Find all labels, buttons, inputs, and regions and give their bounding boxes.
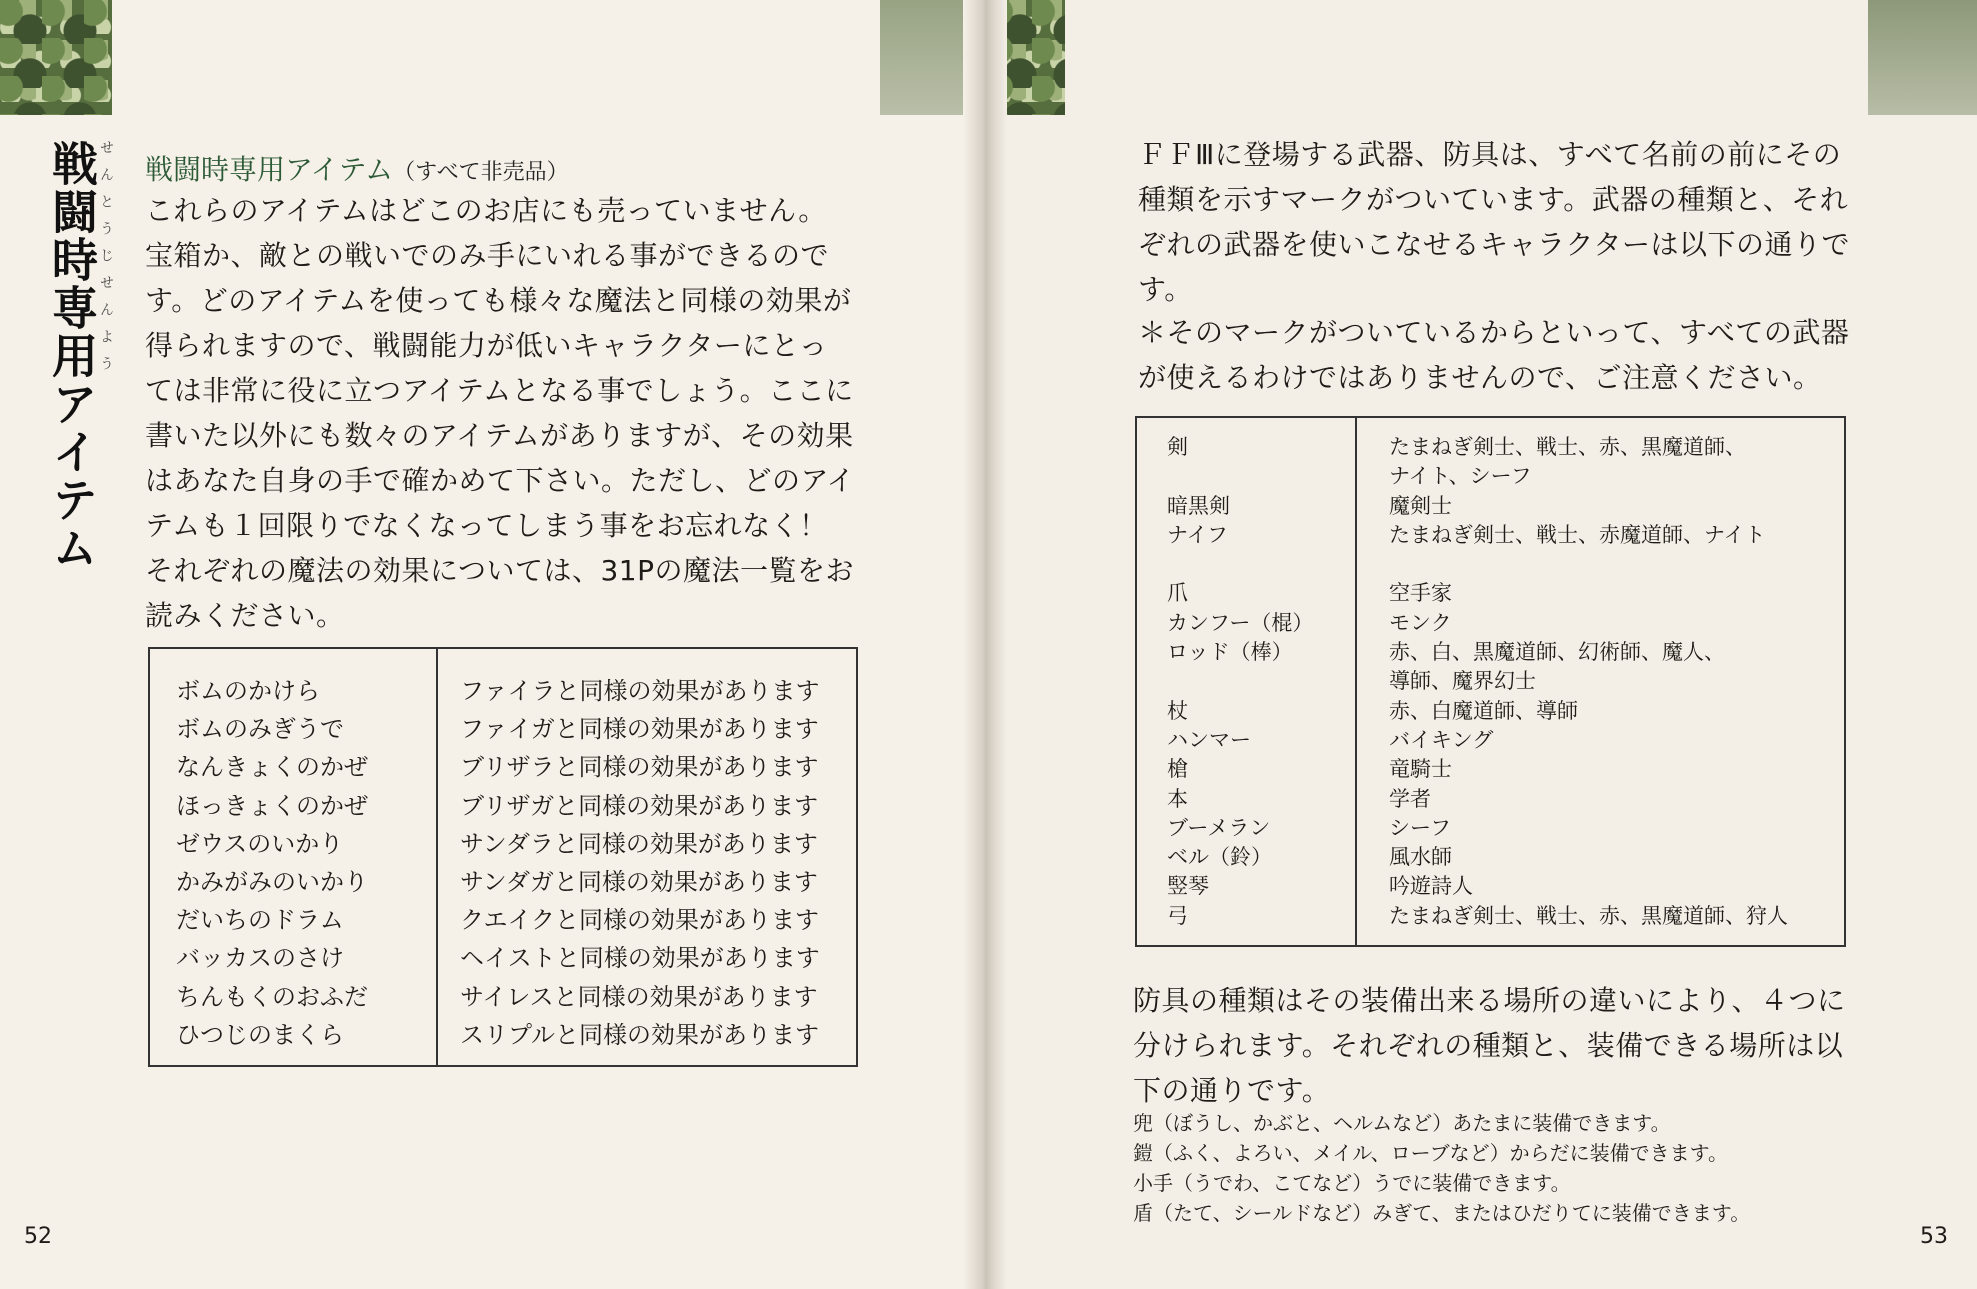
armor-type-body: 鎧（ふく、よろい、メイル、ローブなど）からだに装備できます。 xyxy=(1133,1141,1728,1165)
item-effect: ヘイストと同様の効果があります xyxy=(460,944,820,973)
page-edge-tab xyxy=(880,0,965,115)
item-effect: スリプルと同様の効果があります xyxy=(460,1020,820,1049)
item-description-paragraph: これらのアイテムはどこのお店にも売っていません。宝箱か、敵との戦いでのみ手にいれる事ができるのです。どのアイテムを使っても様々な魔法と同様の効果が得られますので、戦闘能力が低いキャラクターにとっては非常に役に立つアイテムとなる事でしょう。ここに書いた以外にも数々のアイテムがありますが、その効果はあなた自身の手で確かめて下さい。ただし、どのアイテムも１回限りでなくなってしまう事をお忘れなく！それぞれの魔法の効果については、31Pの魔法一覧をお読みください。 xyxy=(145,194,855,632)
section-heading-text: 戦闘時専用アイテム xyxy=(145,153,394,186)
item-effect: サンダラと同様の効果があります xyxy=(460,829,818,858)
item-name: ひつじのまくら xyxy=(176,1020,344,1049)
weapon-type: 竪琴 xyxy=(1167,874,1209,899)
weapon-users: 赤、白、黒魔道師、幻術師、魔人、 xyxy=(1389,640,1725,665)
weapon-users: ナイト、シーフ xyxy=(1389,464,1532,489)
item-effect: ブリザラと同様の効果があります xyxy=(460,753,819,782)
weapon-users: たまねぎ剣士、戦士、赤、黒魔道師、狩人 xyxy=(1389,903,1788,928)
page-number-left: 52 xyxy=(24,1224,52,1249)
weapon-users: 空手家 xyxy=(1389,581,1452,606)
item-name: なんきょくのかぜ xyxy=(176,753,368,782)
item-name: ボムのかけら xyxy=(176,677,320,705)
armor-type-gauntlet: 小手（うでわ、こてなど）うでに装備できます。 xyxy=(1133,1171,1571,1195)
armor-intro-paragraph: 防具の種類はその装備出来る場所の違いにより、４つに分けられます。それぞれの種類と、装備できる場所は以下の通りです。 xyxy=(1133,984,1846,1107)
book-gutter xyxy=(963,0,1007,1289)
left-page xyxy=(0,0,985,1289)
weapon-users: 吟遊詩人 xyxy=(1389,874,1473,899)
weapon-type: 爪 xyxy=(1167,581,1188,606)
camouflage-corner-decoration xyxy=(0,0,112,115)
weapon-users: たまねぎ剣士、戦士、赤、黒魔道師、 xyxy=(1389,435,1746,459)
vertical-page-title: 戦闘時専用アイテム xyxy=(45,140,99,572)
item-name: ゼウスのいかり xyxy=(176,829,344,858)
weapon-users: 風水師 xyxy=(1389,845,1452,870)
weapon-users: 学者 xyxy=(1389,786,1431,811)
item-name: ちんもくのおふだ xyxy=(176,982,368,1011)
item-effect: ファイガと同様の効果があります xyxy=(460,715,819,744)
weapon-intro-paragraph: ＦＦⅢに登場する武器、防具は、すべて名前の前にその種類を示すマークがついています。武器の種類と、それぞれの武器を使いこなせるキャラクターは以下の通りです。 xyxy=(1138,138,1850,306)
item-name: だいちのドラム xyxy=(176,906,344,935)
item-effect: サイレスと同様の効果があります xyxy=(460,982,818,1011)
weapon-users: 導師、魔界幻士 xyxy=(1389,669,1536,694)
item-name: ボムのみぎうで xyxy=(176,715,344,744)
weapon-type: ブーメラン xyxy=(1167,815,1271,840)
weapon-type: 弓 xyxy=(1167,903,1188,928)
item-effect: サンダガと同様の効果があります xyxy=(460,868,818,897)
weapon-type: ナイフ xyxy=(1167,522,1228,547)
weapon-type: 杖 xyxy=(1167,698,1188,723)
item-effect: ブリザガと同様の効果があります xyxy=(460,791,819,820)
item-effect-column xyxy=(437,648,857,1066)
item-name-column xyxy=(149,648,437,1066)
weapon-users: バイキング xyxy=(1389,727,1494,752)
weapon-type: 剣 xyxy=(1167,435,1188,459)
weapon-type-table xyxy=(1135,416,1846,947)
weapon-type: ベル（鈴） xyxy=(1167,845,1272,870)
item-effect: ファイラと同様の効果があります xyxy=(460,677,820,705)
weapon-type: 暗黒剣 xyxy=(1167,493,1230,518)
weapon-type: カンフー（棍） xyxy=(1167,610,1314,635)
armor-type-helmet: 兜（ぼうし、かぶと、ヘルムなど）あたまに装備できます。 xyxy=(1133,1111,1671,1135)
page-number-right: 53 xyxy=(1920,1224,1948,1249)
weapon-type: 本 xyxy=(1167,786,1188,811)
weapon-type: 槍 xyxy=(1167,757,1188,782)
item-effect: クエイクと同様の効果があります xyxy=(460,906,820,935)
weapon-users: 赤、白魔道師、導師 xyxy=(1389,698,1578,723)
item-name: かみがみのいかり xyxy=(176,868,368,897)
weapon-users: 竜騎士 xyxy=(1389,757,1452,782)
item-name: バッカスのさけ xyxy=(176,944,344,973)
weapon-type-column xyxy=(1136,417,1356,946)
armor-type-shield: 盾（たて、シールドなど）みぎて、またはひだりてに装備できます。 xyxy=(1133,1201,1751,1225)
weapon-type: ロッド（棒） xyxy=(1167,640,1293,665)
weapon-users: 魔剣士 xyxy=(1389,493,1452,518)
weapon-users: シーフ xyxy=(1389,815,1451,840)
section-heading xyxy=(145,148,569,188)
weapon-note-paragraph: ＊そのマークがついているからといって、すべての武器が使えるわけではありませんので、ご注意ください。 xyxy=(1138,316,1850,394)
weapon-user-column xyxy=(1356,417,1845,946)
item-name: ほっきょくのかぜ xyxy=(176,791,368,820)
page-edge-tab xyxy=(1868,0,1977,115)
section-heading-note: （すべて非売品） xyxy=(393,160,569,185)
armor-type-list xyxy=(1133,1108,1750,1228)
weapon-users: モンク xyxy=(1389,610,1452,635)
battle-item-table xyxy=(148,647,858,1067)
weapon-users: たまねぎ剣士、戦士、赤魔道師、ナイト xyxy=(1389,522,1766,547)
weapon-type: ハンマー xyxy=(1167,727,1251,752)
vertical-title-ruby: せんとうじせんよう xyxy=(98,140,114,383)
